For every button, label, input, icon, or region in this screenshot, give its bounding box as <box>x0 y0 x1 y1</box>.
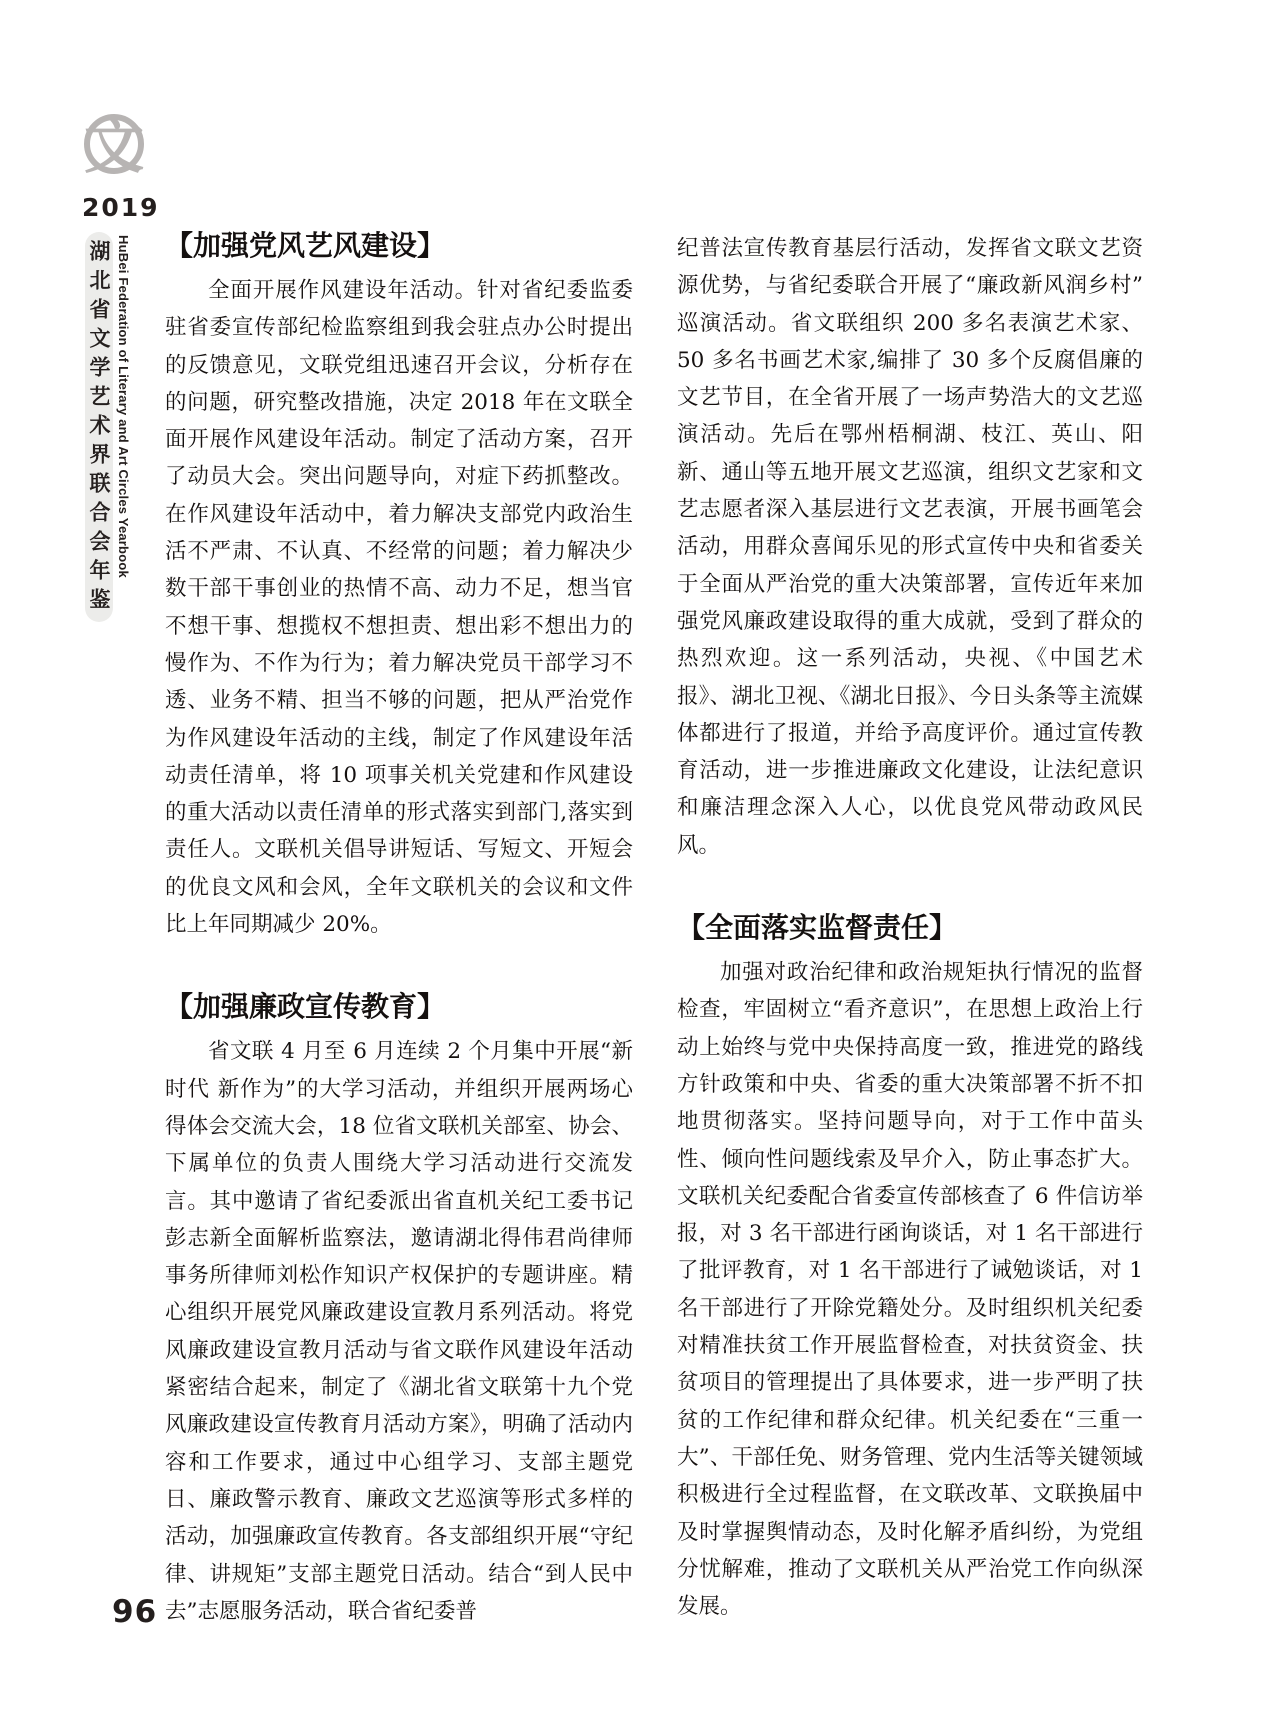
paragraph-integrity-education-part1: 省文联 4 月至 6 月连续 2 个月集中开展“新时代 新作为”的大学习活动，并组织开展两场心得体会交流大会，18 位省文联机关部室、协会、下属单位的负责人围绕大学习活动进行交流发言。其中邀请了省纪委派出省直机关纪工委书记彭志新全面解析监察法，邀请湖北得伟君尚律师事务所律师刘松作知识产权保护的专题讲座。精心组织开展党风廉政建设宣教月系列活动。将党风廉政建设宣教月活动与省文联作风建设年活动紧密结合起来，制定了《湖北省文联第十九个党风廉政建设宣传教育月活动方案》，明确了活动内容和工作要求，通过中心组学习、支部主题党日、廉政警示教育、廉政文艺巡演等形式多样的活动，加强廉政宣传教育。各支部组织开展“守纪律、讲规矩”支部主题党日活动。结合“到人民中去”志愿服务活动，联合省纪委普 <box>165 1039 633 1624</box>
left-column <box>165 228 633 1630</box>
year-label: 2019 <box>82 193 160 222</box>
section-heading-party-conduct: 【加强党风艺风建设】 <box>165 229 446 262</box>
sidebar-title-english: HuBei Federation of Literary and Art Circles Yearbook <box>116 235 131 578</box>
federation-emblem-icon <box>83 108 145 192</box>
sidebar-title-chinese: 湖北省文学艺术界联合会年鉴 <box>85 232 113 622</box>
right-column <box>677 230 1143 1625</box>
page-number: 96 <box>112 1594 158 1630</box>
section-heading-supervision-duty: 【全面落实监督责任】 <box>677 911 958 945</box>
section-heading-integrity-education: 【加强廉政宣传教育】 <box>165 990 446 1024</box>
paragraph-supervision-duty: 加强对政治纪律和政治规矩执行情况的监督检查，牢固树立“看齐意识”，在思想上政治上行动上始终与党中央保持高度一致，推进党的路线方针政策和中央、省委的重大决策部署不折不扣地贯彻落实。坚持问题导向，对于工作中苗头性、倾向性问题线索及早介入，防止事态扩大。文联机关纪委配合省委宣传部核查了 6 件信访举报，对 3 名干部进行函询谈话，对 1 名干部进行了批评教育，对 1 名干部进行了诫勉谈话，对 1 名干部进行了开除党籍处分。及时组织机关纪委对精准扶贫工作开展监督检查，对扶贫资金、扶贫项目的管理提出了具体要求，进一步严明了扶贫的工作纪律和群众纪律。机关纪委在“三重一大”、干部任免、财务管理、党内生活等关键领域积极进行全过程监督，在文联改革、文联换届中及时掌握舆情动态，及时化解矛盾纠纷，为党组分忧解难，推动了文联机关从严治党工作向纵深发展。 <box>677 960 1143 1620</box>
paragraph-integrity-education-part2: 纪普法宣传教育基层行活动，发挥省文联文艺资源优势，与省纪委联合开展了“廉政新风润乡村”巡演活动。省文联组织 200 多名表演艺术家、50 多名书画艺术家,编排了 30 多个反腐倡廉的文艺节目，在全省开展了一场声势浩大的文艺巡演活动。先后在鄂州梧桐湖、枝江、英山、阳新、通山等五地开展文艺巡演，组织文艺家和文艺志愿者深入基层进行文艺表演，开展书画笔会活动，用群众喜闻乐见的形式宣传中央和省委关于全面从严治党的重大决策部署，宣传近年来加强党风廉政建设取得的重大成就，受到了群众的热烈欢迎。这一系列活动，央视、《中国艺术报》、湖北卫视、《湖北日报》、今日头条等主流媒体都进行了报道，并给予高度评价。通过宣传教育活动，进一步推进廉政文化建设，让法纪意识和廉洁理念深入人心，以优良党风带动政风民风。 <box>677 236 1143 858</box>
paragraph-party-conduct: 全面开展作风建设年活动。针对省纪委监委驻省委宣传部纪检监察组到我会驻点办公时提出的反馈意见，文联党组迅速召开会议，分析存在的问题，研究整改措施，决定 2018 年在文联全面开展作风建设年活动。制定了活动方案，召开了动员大会。突出问题导向，对症下药抓整改。在作风建设年活动中，着力解决支部党内政治生活不严肃、不认真、不经常的问题；着力解决少数干部干事创业的热情不高、动力不足，想当官不想干事、想揽权不想担责、想出彩不想出力的慢作为、不作为行为；着力解决党员干部学习不透、业务不精、担当不够的问题，把从严治党作为作风建设年活动的主线，制定了作风建设年活动责任清单，将 10 项事关机关党建和作风建设的重大活动以责任清单的形式落实到部门,落实到责任人。文联机关倡导讲短话、写短文、开短会的优良文风和会风，全年文联机关的会议和文件比上年同期减少 20%。 <box>165 278 633 938</box>
svg-text:文: 文 <box>84 112 144 182</box>
brand-block <box>82 108 160 222</box>
